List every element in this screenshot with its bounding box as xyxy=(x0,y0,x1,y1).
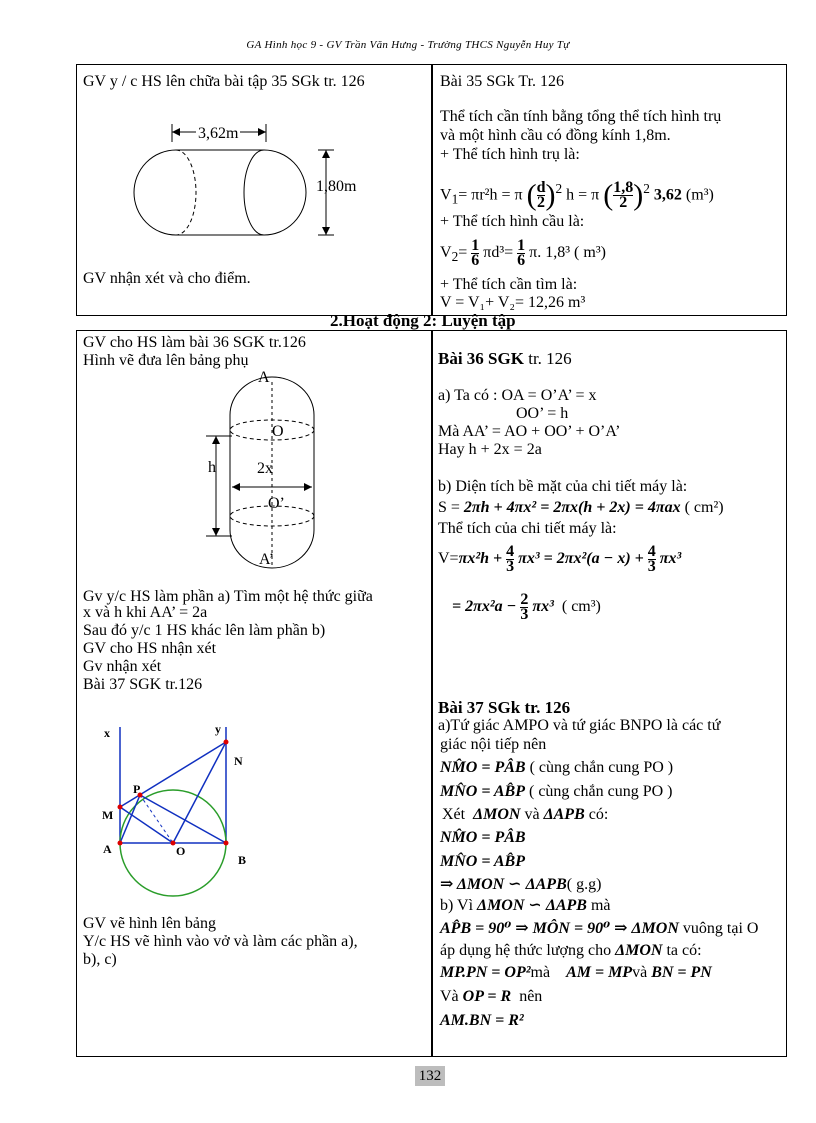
b36-title: Bài 36 SGK tr. 126 xyxy=(438,349,572,368)
b37-b-row: b) Vì ΔMON ∽ ΔAPB mà xyxy=(440,897,611,914)
tangent-figure xyxy=(100,715,260,915)
b36-s-formula: S = 2πh + 4πx² = 2πx(h + 2x) = 4πax ( cm²) xyxy=(438,499,724,516)
b36-v2-formula: = 2πx²a − $\frac{2}{3}$ πx³ ( cm³) xyxy=(452,590,601,623)
b36-a1: a) Ta có : OA = O’A’ = x xyxy=(438,387,597,404)
b37-left-line-2: b), c) xyxy=(83,951,117,968)
fig36-h: h xyxy=(208,459,216,476)
b35-line1: Thể tích cần tính bằng tổng thể tích hình trụ xyxy=(440,108,722,125)
b35-line5: + Thể tích cần tìm là: xyxy=(440,276,578,293)
b35-v1-formula: $V_1= \pi r^2h = \pi$ ( $\frac{d}{2}$ )$^2$ h = π ( $\frac{1,8}{2}$ )$^2$ 3,62 (m³) xyxy=(440,178,714,212)
fig37-N: N xyxy=(234,754,243,768)
b36-left-line-2: Sau đó y/c 1 HS khác lên làm phần b) xyxy=(83,622,326,639)
dim-height-label: 1,80m xyxy=(316,178,357,195)
b36-left-line-1: x và h khi AA’ = 2a xyxy=(83,604,208,621)
b36-left-line-0: Gv y/c HS làm phần a) Tìm một hệ thức giữa xyxy=(83,588,373,605)
b35-v2-formula: $V_2=$ $\frac{1}{6}$ πd³= $\frac{1}{6}$ π. 1,8³ ( m³) xyxy=(440,236,606,269)
page-header: GA Hình học 9 - GV Trần Văn Hưng - Trường THCS Nguyễn Huy Tự xyxy=(246,39,570,51)
b37-mp-row: MP.PN = OP²mà AM = MPvà BN = PN xyxy=(440,964,712,981)
b36-left-line-5: Bài 37 SGK tr.126 xyxy=(83,676,203,693)
b37-xet-row: Xét ΔMON và ΔAPB có: xyxy=(442,806,609,823)
b35-line6: V = V₁+ V₂= 12,26 m³ xyxy=(440,294,586,311)
b36-left-line-3: GV cho HS nhận xét xyxy=(83,640,217,657)
b35-line4: + Thể tích hình cầu là: xyxy=(440,213,585,230)
b37-right-row: AP̂B = 90⁰ ⇒ MÔN = 90⁰ ⇒ ΔMON vuông tại O xyxy=(440,920,759,937)
dim-length-label: 3,62m xyxy=(198,125,239,142)
fig37-P: P xyxy=(133,782,141,796)
fig37-M: M xyxy=(102,808,114,822)
b36-left-line-4: Gv nhận xét xyxy=(83,658,162,675)
b36-a3: Mà AA’ = AO + OO’ + O’A’ xyxy=(438,423,621,440)
b37-eq3: NM̂O = PÂB xyxy=(440,829,526,846)
fig36-A: A xyxy=(258,369,270,386)
b36-b2: Thể tích của chi tiết máy là: xyxy=(438,520,617,537)
b36-a2: OO’ = h xyxy=(516,405,569,422)
fig37-B: B xyxy=(238,853,247,867)
b35-line2: và một hình cầu có đồng kính 1,8m. xyxy=(440,127,671,144)
fig36-O2: O’ xyxy=(268,495,285,512)
b37-eq4: MN̂O = AB̂P xyxy=(440,853,525,870)
fig37-A: A xyxy=(103,842,112,856)
b36-a4: Hay h + 2x = 2a xyxy=(438,441,542,458)
b35-line3: + Thể tích hình trụ là: xyxy=(440,146,580,163)
fig36-A2: A’ xyxy=(259,551,275,568)
b35-title: Bài 35 SGk Tr. 126 xyxy=(440,73,565,90)
b36-task2: Hình vẽ đưa lên bảng phụ xyxy=(83,352,249,369)
b37-eq2-row: MN̂O = AB̂P ( cùng chắn cung PO ) xyxy=(440,783,673,800)
b36-b1: b) Diện tích bề mặt của chi tiết máy là: xyxy=(438,478,688,495)
b37-final: AM.BN = R² xyxy=(440,1012,524,1029)
fig36-2x: 2x xyxy=(257,460,273,477)
fig37-y: y xyxy=(215,722,221,736)
b37-apdung-row: áp dụng hệ thức lượng cho ΔMON ta có: xyxy=(440,942,702,959)
page-number: 132 xyxy=(415,1066,445,1086)
b37-left-line-1: Y/c HS vẽ hình vào vở và làm các phần a), xyxy=(83,933,358,950)
fig37-O: O xyxy=(176,844,186,858)
fig37-x: x xyxy=(104,726,110,740)
b37-left-line-0: GV vẽ hình lên bảng xyxy=(83,915,217,932)
b37-line-0: a)Tứ giác AMPO và tứ giác BNPO là các tứ xyxy=(438,717,721,734)
b37-eq1-row: NM̂O = PÂB ( cùng chắn cung PO ) xyxy=(440,759,674,776)
b37-sim-row: ⇒ ΔMON ∽ ΔAPB( g.g) xyxy=(440,876,602,893)
b37-line-1: giác nội tiếp nên xyxy=(440,736,547,753)
b37-op-row: Và OP = R nên xyxy=(440,988,543,1005)
b37-title: Bài 37 SGk tr. 126 xyxy=(438,698,571,717)
b36-v-formula: V=πx²h + $\frac{4}{3}$ πx³ = 2πx²(a − x) + $\frac{4}{3}$ πx³ xyxy=(438,542,682,575)
section-title: 2.Hoạt động 2: Luyện tập xyxy=(330,311,516,330)
row1-task: GV y / c HS lên chữa bài tập 35 SGk tr. 126 xyxy=(83,73,365,90)
row1-note: GV nhận xét và cho điểm. xyxy=(83,270,251,287)
fig36-O: O xyxy=(272,423,284,440)
b36-task1: GV cho HS làm bài 36 SGK tr.126 xyxy=(83,334,306,351)
